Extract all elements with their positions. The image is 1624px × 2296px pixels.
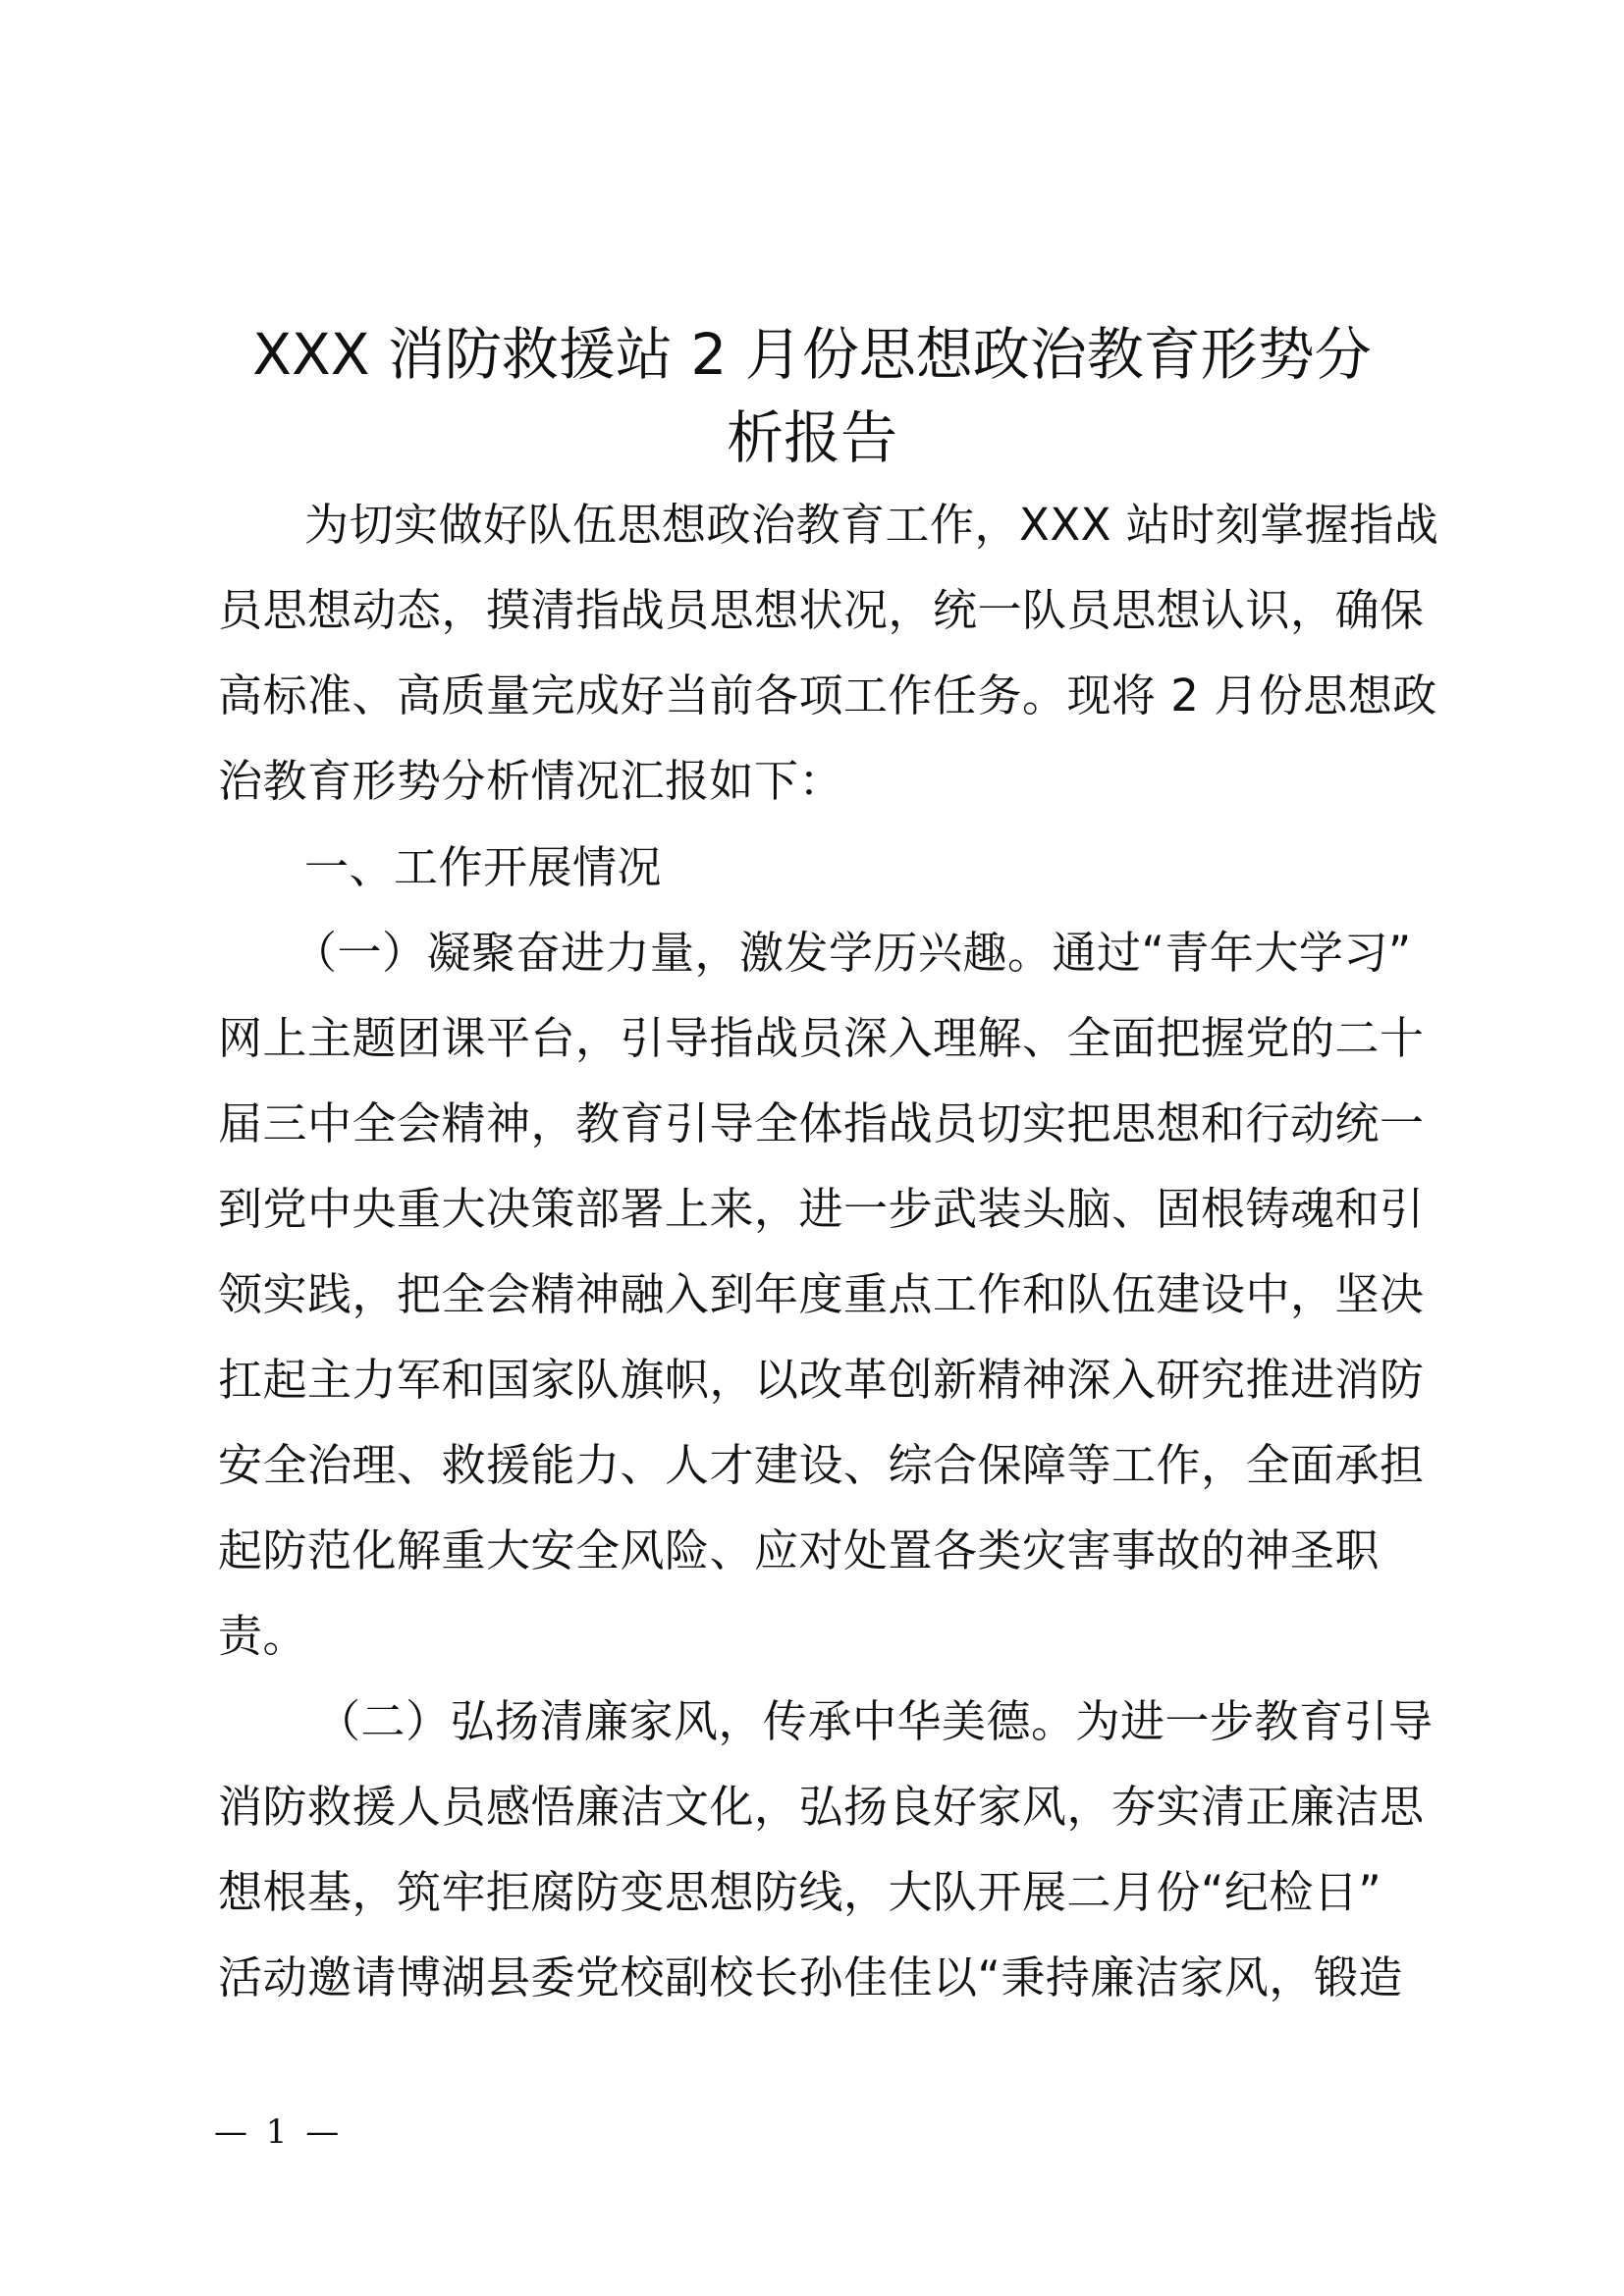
document-title-line-2: 析报告 [726,404,897,471]
body-line: 责。 [218,1610,308,1662]
body-line: 员思想动态，摸清指战员思想状况，统一队员思想认识，确保 [218,584,1425,636]
body-line: 为切实做好队伍思想政治教育工作，XXX 站时刻掌握指战 [304,499,1439,551]
body-line: 想根基，筑牢拒腐防变思想防线，大队开展二月份“纪检日” [218,1866,1382,1918]
subsection-heading-line: （二）弘扬清廉家风，传承中华美德。为进一步教育引导 [316,1695,1434,1747]
body-line: 起防范化解重大安全风险、应对处置各类灾害事故的神圣职 [218,1524,1380,1576]
document-title-line-1: XXX 消防救援站 2 月份思想政治教育形势分 [252,321,1372,388]
body-line: 网上主题团课平台，引导指战员深入理解、全面把握党的二十 [218,1012,1425,1064]
section-heading: 一、工作开展情况 [304,841,663,893]
body-line: 届三中全会精神，教育引导全体指战员切实把思想和行动统一 [218,1097,1425,1149]
body-line: 治教育形势分析情况汇报如下： [218,755,844,807]
body-line: 消防救援人员感悟廉洁文化，弘扬良好家风，夯实清正廉洁思 [218,1781,1425,1833]
body-line: 领实践，把全会精神融入到年度重点工作和队伍建设中，坚决 [218,1268,1425,1320]
page-number: — 1 — [214,2112,344,2152]
body-line: 扛起主力军和国家队旗帜，以改革创新精神深入研究推进消防 [218,1354,1425,1406]
subsection-heading-line: （一）凝聚奋进力量，激发学历兴趣。通过“青年大学习” [293,927,1412,979]
body-line: 活动邀请博湖县委党校副校长孙佳佳以“秉持廉洁家风，锻造 [218,1951,1403,2003]
body-line: 到党中央重大决策部署上来，进一步武装头脑、固根铸魂和引 [218,1183,1425,1235]
body-line: 高标准、高质量完成好当前各项工作任务。现将 2 月份思想政 [218,669,1437,721]
body-line: 安全治理、救援能力、人才建设、综合保障等工作，全面承担 [218,1439,1425,1491]
